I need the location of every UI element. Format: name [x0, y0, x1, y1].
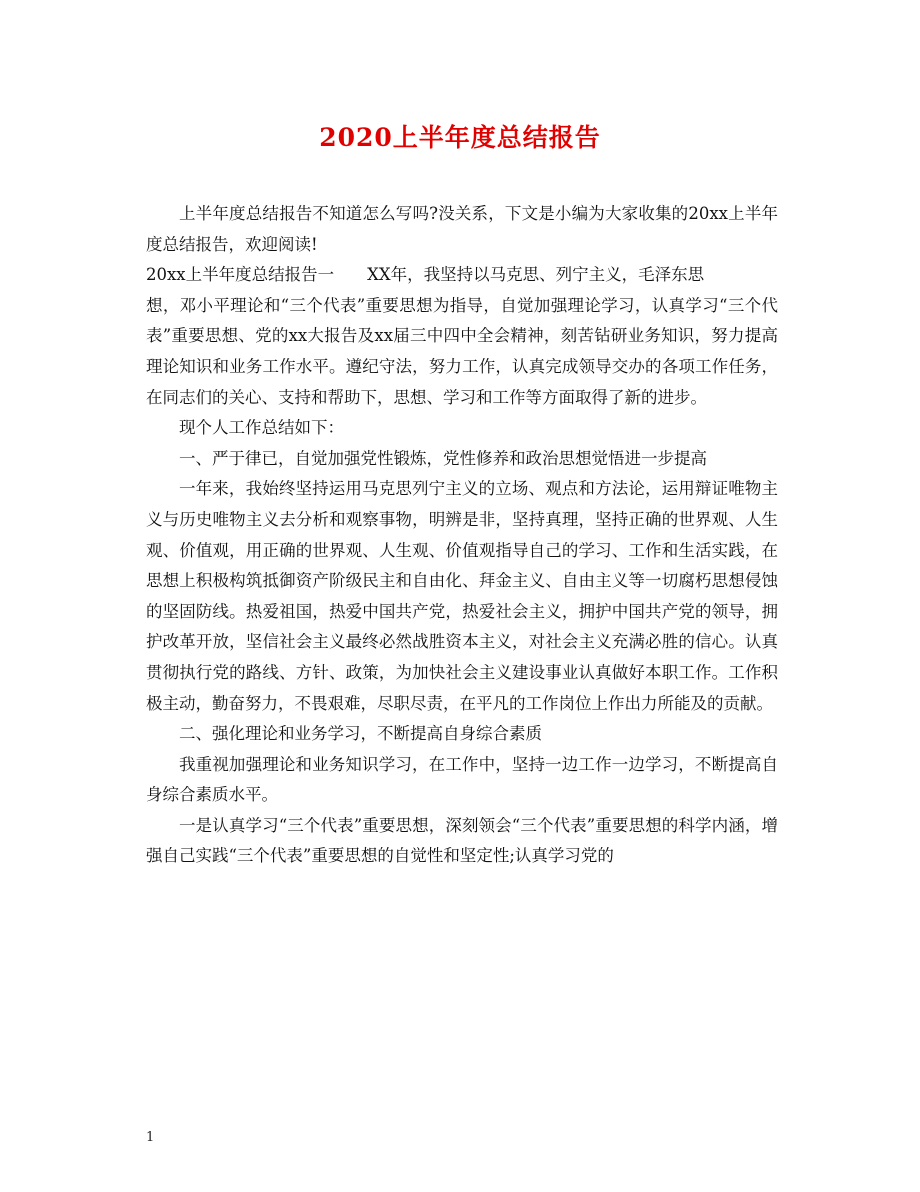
report-heading-line: 20xx上半年度总结报告一 XX年，我坚持以马克思、列宁主义，毛泽东思: [146, 265, 705, 285]
section-heading-two: 二、强化理论和业务学习，不断提高自身综合素质: [179, 724, 542, 744]
page-number: 1: [146, 1130, 155, 1145]
intro-paragraph: 上半年度总结报告不知道怎么写吗?没关系，下文是小编为大家收集的20xx上半年度总结报告，欢迎阅读!: [146, 204, 778, 254]
document-body: [146, 199, 778, 872]
document-title: 2020上半年度总结报告: [319, 123, 601, 152]
section-two-point-one: 一是认真学习“三个代表”重要思想，深刻领会“三个代表”重要思想的科学内涵，增强自己实践“三个代表”重要思想的自觉性和坚定性;认真学习党的: [146, 815, 778, 866]
section-heading-one: 一、严于律已，自觉加强党性锻炼，党性修养和政治思想觉悟进一步提高: [179, 448, 707, 468]
summary-intro-paragraph: 现个人工作总结如下：: [179, 418, 344, 438]
section-two-paragraph: 我重视加强理论和业务知识学习，在工作中，坚持一边工作一边学习，不断提高自身综合素质水平。: [146, 754, 778, 805]
paragraph-continuation: 想，邓小平理论和“三个代表”重要思想为指导，自觉加强理论学习，认真学习“三个代表”重要思想、党的xx大报告及xx届三中四中全会精神，刻苦钻研业务知识，努力提高理论知识和业务工作水平。遵纪守法，努力工作，认真完成领导交办的各项工作任务，在同志们的关心、支持和帮助下，思想、学习和工作等方面取得了新的进步。: [146, 295, 778, 407]
section-one-paragraph: 一年来，我始终坚持运用马克思列宁主义的立场、观点和方法论，运用辩证唯物主义与历史唯物主义去分析和观察事物，明辨是非，坚持真理，坚持正确的世界观、人生观、价值观，用正确的世界观、人生观、价值观指导自己的学习、工作和生活实践，在思想上积极构筑抵御资产阶级民主和自由化、拜金主义、自由主义等一切腐朽思想侵蚀的坚固防线。热爱祖国，热爱中国共产党，热爱社会主义，拥护中国共产党的领导，拥护改革开放，坚信社会主义最终必然战胜资本主义，对社会主义充满必胜的信心。认真贯彻执行党的路线、方针、政策，为加快社会主义建设事业认真做好本职工作。工作积极主动，勤奋努力，不畏艰难，尽职尽责，在平凡的工作岗位上作出力所能及的贡献。: [146, 479, 778, 713]
